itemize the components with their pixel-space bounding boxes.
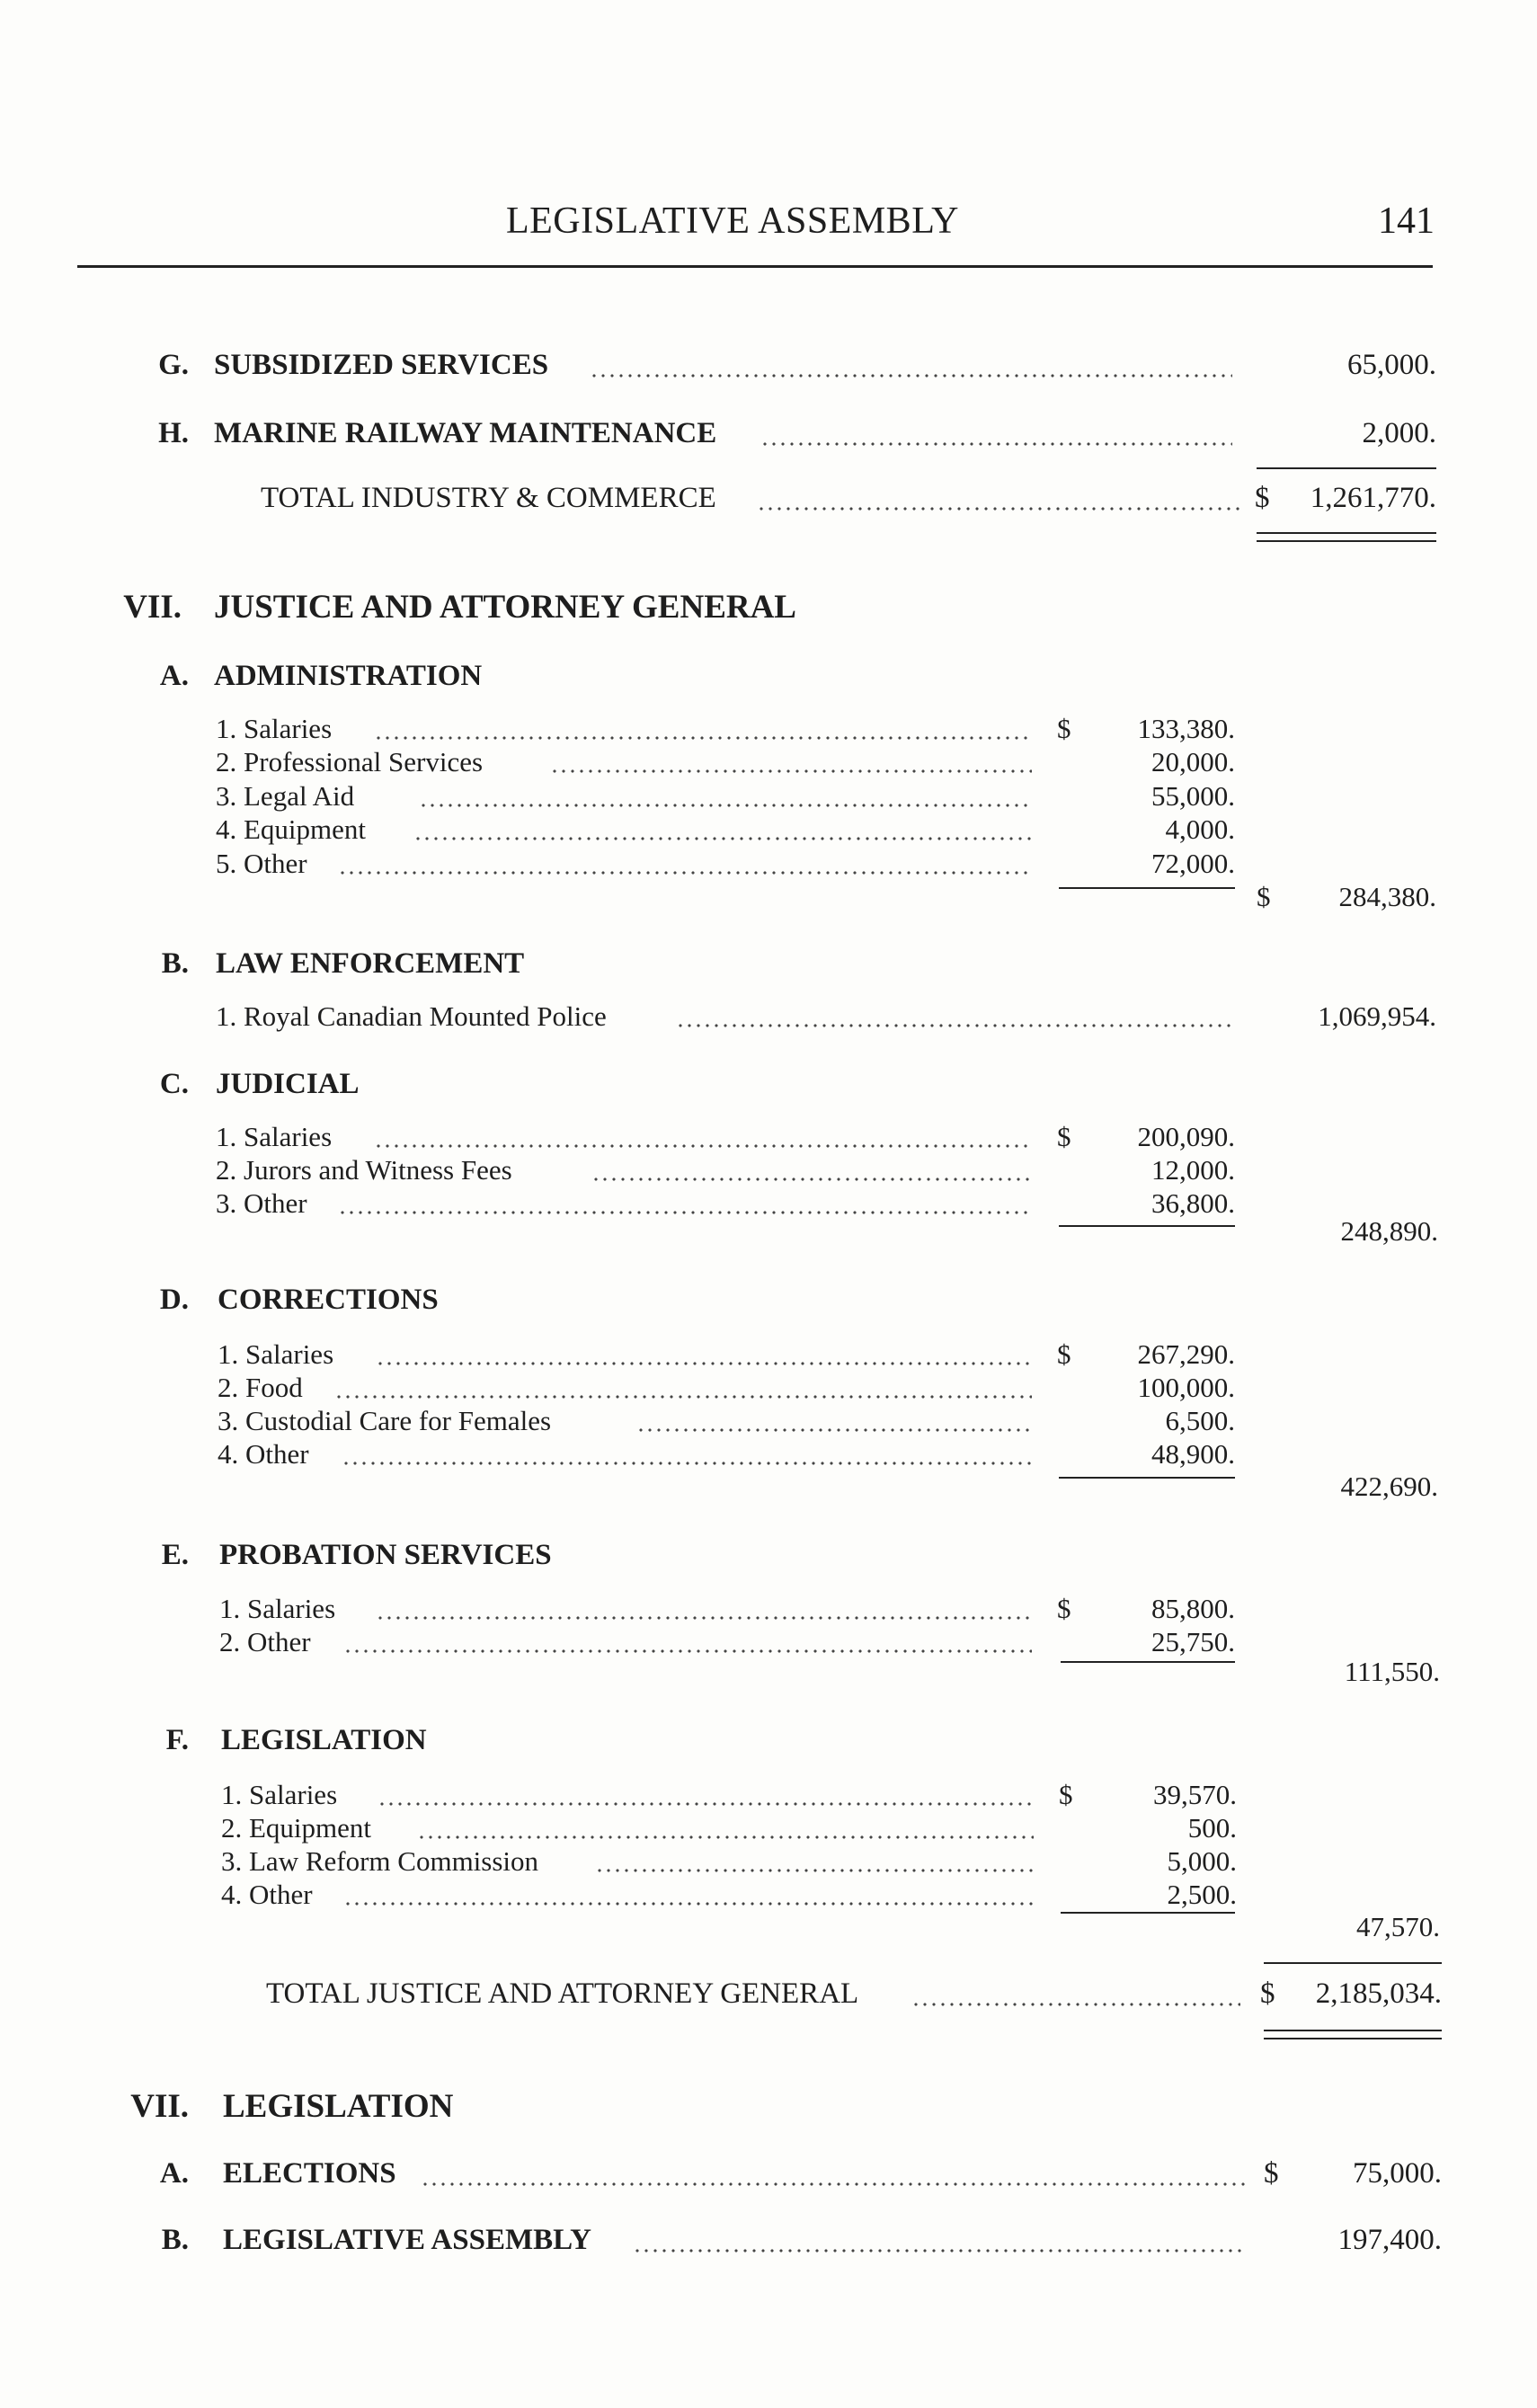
amount-subsidized-services: 65,000.: [1347, 349, 1436, 381]
line-item-amount: 5,000.: [1167, 1845, 1237, 1877]
line-item-label: 4. Other: [218, 1438, 309, 1470]
line-item-amount: 20,000.: [1151, 746, 1235, 777]
line-item-amount: 39,570.: [1153, 1779, 1237, 1810]
line-item-label: 3. Custodial Care for Females: [218, 1405, 552, 1436]
line-item-label: 4. Equipment: [216, 813, 367, 845]
line-item-amount: 12,000.: [1151, 1154, 1235, 1186]
line-item-amount: 55,000.: [1151, 780, 1235, 812]
double-rule: [1257, 532, 1436, 534]
line-item-amount: 25,750.: [1151, 1626, 1235, 1657]
subtotal-judicial: 248,890.: [1340, 1215, 1438, 1247]
dollar-sign: $: [1260, 1977, 1275, 2010]
leader-dots: [374, 734, 1032, 742]
dollar-sign: $: [1264, 2157, 1279, 2190]
leader-dots: [590, 372, 1232, 379]
subtotal-rule: [1061, 1661, 1235, 1663]
section-title-probation: PROBATION SERVICES: [219, 1539, 552, 1571]
section-letter-b: B.: [161, 2224, 189, 2256]
dollar-sign: $: [1059, 1779, 1073, 1810]
leader-dots: [550, 768, 1032, 775]
section-title-administration: ADMINISTRATION: [214, 660, 483, 692]
line-item-label: 3. Legal Aid: [216, 780, 355, 812]
page-number: 141: [1378, 200, 1435, 242]
double-rule: [1264, 2038, 1442, 2039]
line-item-label: 1. Salaries: [216, 1121, 333, 1152]
section-letter-a: A.: [159, 2157, 189, 2190]
total-justice-label: TOTAL JUSTICE AND ATTORNEY GENERAL: [266, 1977, 859, 2010]
section-letter-h: H.: [158, 417, 189, 449]
leader-dots: [757, 505, 1242, 512]
section-title-elections: ELECTIONS: [223, 2157, 396, 2190]
leader-dots: [676, 1022, 1233, 1029]
subtotal-rule: [1059, 1225, 1235, 1227]
section-title-subsidized-services: SUBSIDIZED SERVICES: [214, 349, 549, 381]
section-letter-a: A.: [159, 660, 189, 692]
amount-legislative-assembly: 197,400.: [1337, 2224, 1442, 2256]
leader-dots: [636, 1426, 1032, 1434]
dollar-sign: $: [1057, 1593, 1071, 1624]
line-item-label: 2. Professional Services: [216, 746, 484, 777]
dollar-sign: $: [1057, 1121, 1071, 1152]
line-item-amount: 6,500.: [1165, 1405, 1235, 1436]
subtotal-rule: [1264, 1962, 1442, 1964]
leader-dots: [338, 869, 1032, 876]
subtotal-corrections: 422,690.: [1340, 1471, 1438, 1502]
leader-dots: [591, 1176, 1032, 1183]
section-title-marine-railway: MARINE RAILWAY MAINTENANCE: [214, 417, 717, 449]
section-title-judicial: JUDICIAL: [216, 1068, 360, 1100]
double-rule: [1264, 2030, 1442, 2031]
dollar-sign: $: [1057, 1338, 1071, 1370]
subtotal-legislation: 47,570.: [1356, 1911, 1440, 1942]
total-justice-amount: 2,185,034.: [1315, 1977, 1442, 2010]
line-item-label: 1. Royal Canadian Mounted Police: [216, 1000, 607, 1032]
leader-dots: [334, 1393, 1032, 1400]
dollar-sign: $: [1057, 713, 1071, 744]
leader-dots: [911, 2001, 1240, 2008]
line-item-amount: 36,800.: [1151, 1187, 1235, 1219]
line-item-amount: 48,900.: [1151, 1438, 1235, 1470]
line-item-amount: 85,800.: [1151, 1593, 1235, 1624]
line-item-amount: 267,290.: [1137, 1338, 1235, 1370]
subtotal-rule: [1257, 467, 1436, 469]
line-item-label: 1. Salaries: [216, 713, 333, 744]
part-title-legislation: LEGISLATION: [223, 2088, 454, 2125]
leader-dots: [343, 1900, 1034, 1907]
double-rule: [1257, 540, 1436, 542]
section-letter-g: G.: [158, 349, 189, 381]
dollar-sign: $: [1255, 482, 1270, 514]
subtotal-rule: [1059, 887, 1235, 889]
line-item-label: 4. Other: [221, 1879, 313, 1910]
section-letter-f: F.: [165, 1724, 189, 1756]
line-item-amount: 72,000.: [1151, 848, 1235, 879]
total-industry-commerce-label: TOTAL INDUSTRY & COMMERCE: [261, 482, 716, 514]
section-title-corrections: CORRECTIONS: [218, 1284, 439, 1316]
page-title: LEGISLATIVE ASSEMBLY: [506, 200, 959, 242]
line-item-amount: 133,380.: [1137, 713, 1235, 744]
line-item-label: 2. Jurors and Witness Fees: [216, 1154, 512, 1186]
part-roman-numeral: VII.: [130, 2088, 189, 2125]
line-item-amount: 4,000.: [1165, 813, 1235, 845]
leader-dots: [595, 1867, 1034, 1874]
leader-dots: [378, 1800, 1034, 1808]
line-item-label: 1. Salaries: [218, 1338, 334, 1370]
section-letter-b: B.: [161, 947, 189, 980]
amount-marine-railway: 2,000.: [1362, 417, 1436, 449]
leader-dots: [421, 2181, 1246, 2188]
line-item-amount: 500.: [1187, 1812, 1237, 1844]
line-item-label: 3. Law Reform Commission: [221, 1845, 539, 1877]
section-title-legislation: LEGISLATION: [221, 1724, 427, 1756]
leader-dots: [376, 1614, 1032, 1622]
line-item-label: 2. Food: [218, 1372, 303, 1403]
section-letter-e: E.: [161, 1539, 189, 1571]
part-title-justice: JUSTICE AND ATTORNEY GENERAL: [214, 589, 796, 626]
section-title-law-enforcement: LAW ENFORCEMENT: [216, 947, 525, 980]
leader-dots: [343, 1648, 1032, 1655]
section-title-legislative-assembly: LEGISLATIVE ASSEMBLY: [223, 2224, 591, 2256]
leader-dots: [633, 2247, 1242, 2254]
leader-dots: [419, 802, 1032, 809]
line-item-label: 2. Equipment: [221, 1812, 372, 1844]
amount-elections: 75,000.: [1353, 2157, 1442, 2190]
part-roman-numeral: VII.: [123, 589, 182, 626]
leader-dots: [338, 1209, 1032, 1216]
leader-dots: [374, 1142, 1032, 1150]
subtotal-rule: [1059, 1477, 1235, 1479]
dollar-sign: $: [1257, 881, 1271, 912]
line-item-amount: 100,000.: [1137, 1372, 1235, 1403]
line-item-label: 2. Other: [219, 1626, 311, 1657]
line-item-amount: 200,090.: [1137, 1121, 1235, 1152]
line-item-amount: 2,500.: [1167, 1879, 1237, 1910]
leader-dots: [417, 1834, 1034, 1841]
section-letter-d: D.: [159, 1284, 189, 1316]
leader-dots: [760, 440, 1232, 448]
leader-dots: [376, 1360, 1032, 1367]
total-industry-commerce-amount: 1,261,770.: [1310, 482, 1436, 514]
header-rule: [77, 265, 1433, 268]
line-item-label: 1. Salaries: [219, 1593, 336, 1624]
line-item-label: 3. Other: [216, 1187, 307, 1219]
leader-dots: [342, 1460, 1032, 1467]
leader-dots: [413, 835, 1032, 842]
subtotal-rule: [1061, 1912, 1235, 1914]
section-letter-c: C.: [159, 1068, 189, 1100]
line-item-label: 5. Other: [216, 848, 307, 879]
subtotal-probation: 111,550.: [1344, 1656, 1440, 1687]
line-item-label: 1. Salaries: [221, 1779, 338, 1810]
subtotal-administration: 284,380.: [1338, 881, 1436, 912]
amount-rcmp: 1,069,954.: [1318, 1000, 1436, 1032]
